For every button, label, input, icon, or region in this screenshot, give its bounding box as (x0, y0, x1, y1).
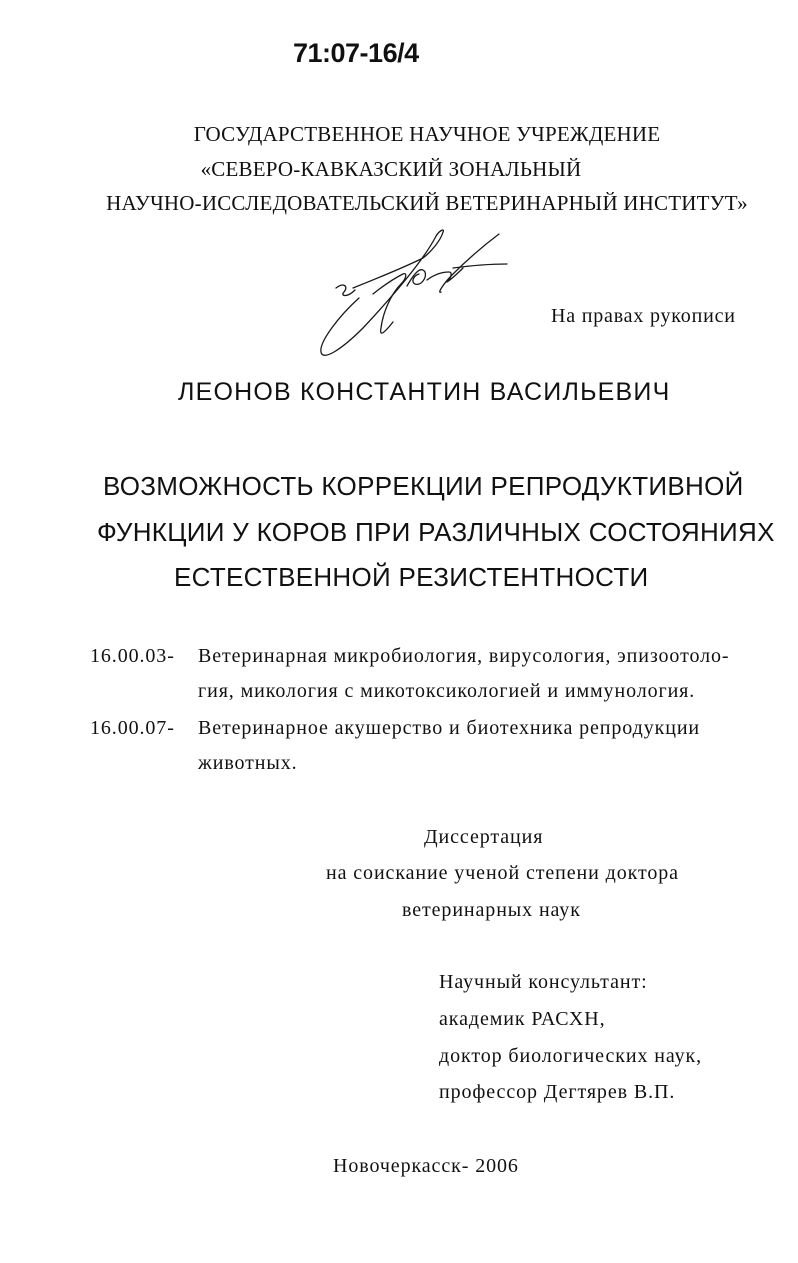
consultant-name: профессор Дегтярев В.П. (439, 1081, 676, 1103)
manuscript-rights-note: На правах рукописи (551, 305, 736, 327)
city-year: Новочеркасск- 2006 (333, 1155, 519, 1177)
author-name: ЛЕОНОВ КОНСТАНТИН ВАСИЛЬЕВИЧ (178, 378, 671, 406)
title-line-2: ФУНКЦИИ У КОРОВ ПРИ РАЗЛИЧНЫХ СОСТОЯНИЯХ (97, 517, 775, 547)
consultant-title: академик РАСХН, (439, 1008, 606, 1030)
specialty-code: 16.00.03- (90, 645, 175, 667)
archive-code: 71:07-16/4 (293, 38, 419, 68)
specialty-code: 16.00.07- (90, 717, 175, 739)
dissertation-field: ветеринарных наук (402, 899, 581, 921)
institution-line-2: «СЕВЕРО-КАВКАЗСКИЙ ЗОНАЛЬНЫЙ (200, 157, 582, 181)
institution-line-1: ГОСУДАРСТВЕННОЕ НАУЧНОЕ УЧРЕЖДЕНИЕ (193, 122, 661, 146)
institution-line-3: НАУЧНО-ИССЛЕДОВАТЕЛЬСКИЙ ВЕТЕРИНАРНЫЙ ИНСТИТУТ» (106, 191, 748, 215)
dissertation-degree: на соискание ученой степени доктора (326, 862, 679, 884)
specialty-text: животных. (198, 752, 298, 774)
specialty-text: Ветеринарная микробиология, вирусология, эпизоотоло- (198, 645, 730, 667)
title-line-1: ВОЗМОЖНОСТЬ КОРРЕКЦИИ РЕПРОДУКТИВНОЙ (103, 471, 744, 501)
consultant-heading: Научный консультант: (439, 971, 648, 993)
dissertation-label: Диссертация (424, 826, 544, 848)
specialty-text: гия, микология с микотоксикологией и иммунология. (198, 680, 696, 702)
handwritten-signature (303, 228, 513, 363)
specialty-text: Ветеринарное акушерство и биотехника репродукции (198, 717, 701, 739)
consultant-degree: доктор биологических наук, (439, 1045, 703, 1067)
title-line-3: ЕСТЕСТВЕННОЙ РЕЗИСТЕНТНОСТИ (174, 562, 649, 592)
